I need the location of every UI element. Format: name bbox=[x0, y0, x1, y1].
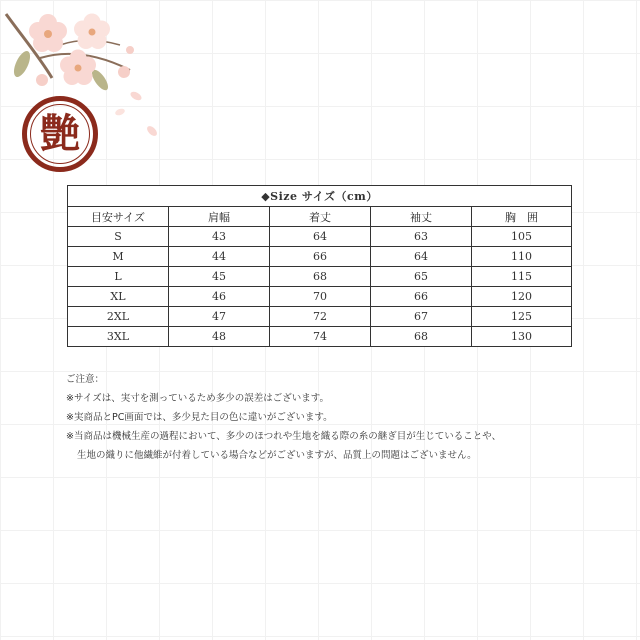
table-cell: 120 bbox=[472, 287, 572, 307]
table-row bbox=[68, 307, 572, 327]
table-cell: M bbox=[68, 247, 169, 267]
table-cell: 46 bbox=[169, 287, 270, 307]
table-cell: 64 bbox=[371, 247, 472, 267]
seal-stamp bbox=[22, 96, 98, 172]
table-cell: 110 bbox=[472, 247, 572, 267]
table-cell: 68 bbox=[270, 267, 371, 287]
table-cell: 68 bbox=[371, 327, 472, 347]
table-row bbox=[68, 267, 572, 287]
seal-glyph: 艶 bbox=[40, 111, 80, 157]
header-sleeve: 袖丈 bbox=[371, 207, 472, 227]
table-cell: 72 bbox=[270, 307, 371, 327]
table-cell: 130 bbox=[472, 327, 572, 347]
table-cell: 115 bbox=[472, 267, 572, 287]
table-row bbox=[68, 227, 572, 247]
header-shoulder: 肩幅 bbox=[169, 207, 270, 227]
note-line: ※当商品は機械生産の過程において、多少のほつれや生地を織る際の糸の継ぎ目が生じていることや、 bbox=[66, 431, 502, 442]
size-table bbox=[67, 185, 572, 347]
table-cell: 70 bbox=[270, 287, 371, 307]
table-cell: 125 bbox=[472, 307, 572, 327]
table-cell: 65 bbox=[371, 267, 472, 287]
notes-title: ご注意： bbox=[66, 374, 105, 385]
table-cell: 105 bbox=[472, 227, 572, 247]
table-cell: 2XL bbox=[68, 307, 169, 327]
notes-section bbox=[66, 370, 501, 465]
table-row bbox=[68, 287, 572, 307]
table-row bbox=[68, 327, 572, 347]
table-cell: 47 bbox=[169, 307, 270, 327]
table-cell: 43 bbox=[169, 227, 270, 247]
table-row bbox=[68, 247, 572, 267]
table-cell: L bbox=[68, 267, 169, 287]
table-cell: 44 bbox=[169, 247, 270, 267]
table-cell: 64 bbox=[270, 227, 371, 247]
table-cell: 66 bbox=[270, 247, 371, 267]
header-length: 着丈 bbox=[270, 207, 371, 227]
table-cell: 48 bbox=[169, 327, 270, 347]
size-table-caption: ◆Size サイズ（cm） bbox=[68, 186, 572, 207]
header-chest: 胸 囲 bbox=[472, 207, 572, 227]
table-cell: 45 bbox=[169, 267, 270, 287]
note-line: 生地の織りに他繊維が付着している場合などがございますが、品質上の問題はございません。 bbox=[77, 450, 477, 461]
size-table-header-row bbox=[68, 207, 572, 227]
table-cell: 66 bbox=[371, 287, 472, 307]
note-line: ※実商品とPC画面では、多少見た目の色に違いがございます。 bbox=[66, 412, 333, 423]
table-cell: XL bbox=[68, 287, 169, 307]
table-cell: 67 bbox=[371, 307, 472, 327]
note-line: ※サイズは、実寸を測っているため多少の誤差はございます。 bbox=[66, 393, 329, 404]
table-cell: 63 bbox=[371, 227, 472, 247]
header-size-label: 目安サイズ bbox=[68, 207, 169, 227]
table-cell: 74 bbox=[270, 327, 371, 347]
table-cell: 3XL bbox=[68, 327, 169, 347]
table-cell: S bbox=[68, 227, 169, 247]
